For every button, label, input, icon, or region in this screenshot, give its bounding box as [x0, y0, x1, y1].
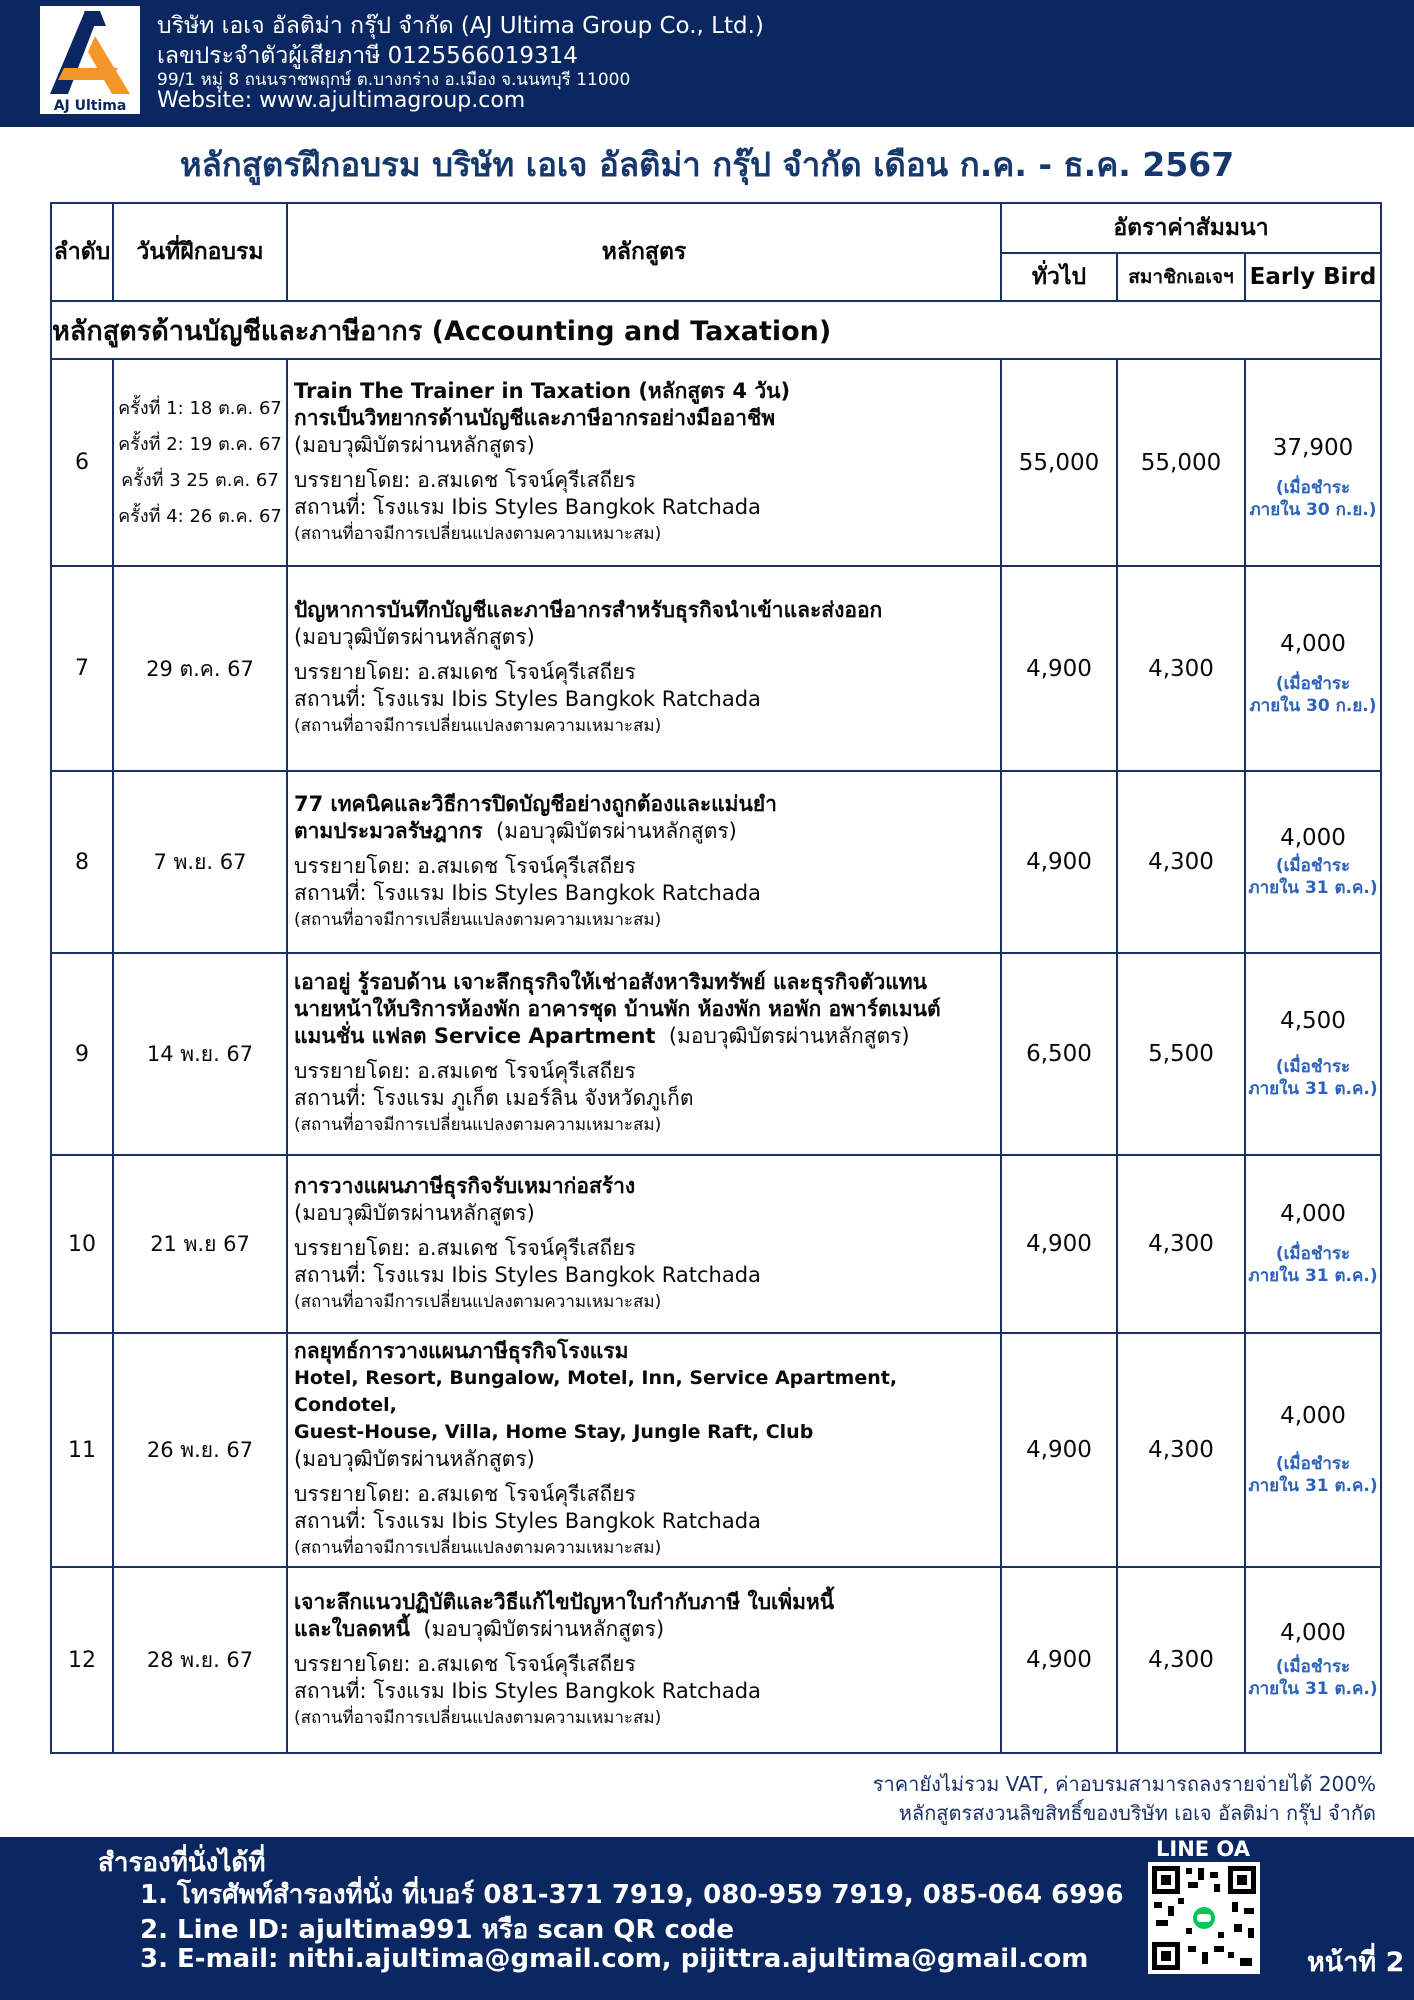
- row-course: [287, 1333, 1001, 1567]
- row-course: [287, 953, 1001, 1155]
- tax-id: เลขประจำตัวผู้เสียภาษี 0125566019314: [157, 43, 578, 69]
- certificate-note: (มอบวุฒิบัตรผ่านหลักสูตร): [294, 432, 535, 457]
- row-no: 9: [51, 953, 113, 1155]
- venue: สถานที่: โรงแรม Ibis Styles Bangkok Ratchada: [294, 880, 761, 905]
- line-qr-code[interactable]: [1148, 1862, 1260, 1974]
- early-bird-condition: [1246, 477, 1380, 521]
- speaker: บรรยายโดย: อ.สมเดช โรจน์คุรีเสถียร: [294, 660, 636, 684]
- price-general: 6,500: [1001, 953, 1117, 1155]
- table-row: [51, 1333, 1381, 1567]
- early-bird-condition-line: (เมื่อชำระ: [1275, 1057, 1351, 1077]
- email-contact[interactable]: 3. E-mail: nithi.ajultima@gmail.com, pijittra.ajultima@gmail.com: [140, 1944, 1089, 1974]
- page-number: หน้าที่ 2: [1307, 1947, 1405, 1978]
- early-bird-condition: [1246, 1243, 1380, 1287]
- early-bird-condition: [1246, 673, 1380, 717]
- company-website[interactable]: Website: www.ajultimagroup.com: [157, 88, 526, 113]
- table-row: [51, 1155, 1381, 1333]
- row-date: 28 พ.ย. 67: [113, 1567, 287, 1753]
- early-bird-condition-line: (เมื่อชำระ: [1275, 1244, 1351, 1264]
- speaker: บรรยายโดย: อ.สมเดช โรจน์คุรีเสถียร: [294, 1482, 636, 1506]
- course-title: กลยุทธ์การวางแผนภาษีธุรกิจโรงแรม: [294, 1339, 629, 1363]
- qr-code-icon: [1148, 1862, 1260, 1974]
- course-title: นายหน้าให้บริการห้องพัก อาคารชุด บ้านพัก ห้องพัก หอพัก อพาร์ตเมนต์: [294, 997, 941, 1021]
- price-early-bird: [1245, 566, 1381, 771]
- course-title: Train The Trainer in Taxation (หลักสูตร 4 วัน): [294, 378, 791, 403]
- line-contact: 2. Line ID: ajultima991 หรือ scan QR code: [140, 1915, 735, 1945]
- speaker: บรรยายโดย: อ.สมเดช โรจน์คุรีเสถียร: [294, 1235, 636, 1260]
- certificate-note: (มอบวุฒิบัตรผ่านหลักสูตร): [294, 625, 535, 649]
- early-bird-condition: [1246, 1453, 1380, 1497]
- early-bird-value: 4,500: [1280, 1008, 1346, 1034]
- line-oa-label: LINE OA: [1156, 1837, 1250, 1861]
- row-no: 10: [51, 1155, 113, 1333]
- company-address: 99/1 หมู่ 8 ถนนราชพฤกษ์ ต.บางกร่าง อ.เมือง จ.นนทบุรี 11000: [157, 70, 631, 90]
- early-bird-condition-line: ภายใน 30 ก.ย.): [1249, 499, 1377, 520]
- early-bird-value: 4,000: [1280, 1403, 1346, 1429]
- price-general: 4,900: [1001, 1155, 1117, 1333]
- session-date: ครั้งที่ 3 25 ต.ค. 67: [121, 469, 279, 491]
- price-member: 55,000: [1117, 359, 1245, 566]
- early-bird-condition-line: ภายใน 31 ต.ค.): [1248, 1679, 1378, 1699]
- certificate-note: (มอบวุฒิบัตรผ่านหลักสูตร): [496, 818, 737, 843]
- session-date: ครั้งที่ 2: 19 ต.ค. 67: [118, 433, 282, 455]
- venue-note: (สถานที่อาจมีการเปลี่ยนแปลงตามความเหมาะสม): [294, 909, 662, 930]
- header-member: สมาชิกเอเจฯ: [1117, 253, 1245, 301]
- course-title: Guest-House, Villa, Home Stay, Jungle Raft, Club: [294, 1421, 814, 1443]
- session-date: ครั้งที่ 1: 18 ต.ค. 67: [118, 397, 282, 419]
- row-course: [287, 1155, 1001, 1333]
- venue-note: (สถานที่อาจมีการเปลี่ยนแปลงตามความเหมาะสม): [294, 1115, 662, 1135]
- venue-note: (สถานที่อาจมีการเปลี่ยนแปลงตามความเหมาะสม): [294, 716, 662, 736]
- early-bird-condition: [1246, 1656, 1380, 1700]
- early-bird-condition-line: (เมื่อชำระ: [1275, 673, 1351, 694]
- logo-caption: AJ Ultima: [53, 98, 127, 114]
- price-early-bird: [1245, 1155, 1381, 1333]
- row-date: 29 ต.ค. 67: [113, 566, 287, 771]
- speaker: บรรยายโดย: อ.สมเดช โรจน์คุรีเสถียร: [294, 1651, 636, 1676]
- early-bird-condition-line: (เมื่อชำระ: [1275, 477, 1351, 498]
- price-early-bird: [1245, 1567, 1381, 1753]
- early-bird-condition-line: (เมื่อชำระ: [1275, 856, 1351, 876]
- venue: สถานที่: โรงแรม Ibis Styles Bangkok Ratchada: [294, 687, 761, 711]
- price-general: 55,000: [1001, 359, 1117, 566]
- course-title: ปัญหาการบันทึกบัญชีและภาษีอากรสำหรับธุรกิจนำเข้าและส่งออก: [294, 598, 883, 622]
- speaker: บรรยายโดย: อ.สมเดช โรจน์คุรีเสถียร: [294, 1059, 636, 1083]
- session-date: ครั้งที่ 4: 26 ต.ค. 67: [118, 505, 282, 527]
- venue: สถานที่: โรงแรม Ibis Styles Bangkok Ratchada: [294, 1262, 761, 1287]
- early-bird-condition: [1246, 855, 1380, 899]
- row-date: 26 พ.ย. 67: [113, 1333, 287, 1567]
- venue: สถานที่: โรงแรม Ibis Styles Bangkok Ratchada: [294, 1678, 761, 1703]
- row-course: [287, 566, 1001, 771]
- price-member: 4,300: [1117, 1155, 1245, 1333]
- price-early-bird: [1245, 1333, 1381, 1567]
- course-title: แมนชั่น แฟลต Service Apartment: [294, 1024, 656, 1048]
- section-title: หลักสูตรด้านบัญชีและภาษีอากร (Accounting and Taxation): [51, 301, 1381, 359]
- row-date: 7 พ.ย. 67: [113, 771, 287, 953]
- header-no: ลำดับ: [51, 203, 113, 301]
- document-title: หลักสูตรฝึกอบรม บริษัท เอเจ อัลติม่า กรุ๊ป จำกัด เดือน ก.ค. - ธ.ค. 2567: [179, 145, 1235, 184]
- venue-note: (สถานที่อาจมีการเปลี่ยนแปลงตามความเหมาะสม): [294, 1291, 662, 1312]
- copyright-note: หลักสูตรสงวนลิขสิทธิ์ของบริษัท เอเจ อัลติม่า กรุ๊ป จำกัด: [898, 1801, 1376, 1825]
- row-course: [287, 771, 1001, 953]
- phone-contact: 1. โทรศัพท์สำรองที่นั่ง ที่เบอร์ 081-371 7919, 080-959 7919, 085-064 6996: [140, 1880, 1124, 1910]
- row-date: 14 พ.ย. 67: [113, 953, 287, 1155]
- price-member: 4,300: [1117, 771, 1245, 953]
- price-general: 4,900: [1001, 1567, 1117, 1753]
- early-bird-value: 4,000: [1280, 1620, 1346, 1646]
- table-row: [51, 1567, 1381, 1753]
- row-course: [287, 1567, 1001, 1753]
- header-fee: อัตราค่าสัมมนา: [1001, 203, 1381, 253]
- early-bird-value: 37,900: [1272, 434, 1354, 461]
- price-member: 4,300: [1117, 1567, 1245, 1753]
- venue-note: (สถานที่อาจมีการเปลี่ยนแปลงตามความเหมาะสม): [294, 1707, 662, 1728]
- row-no: 7: [51, 566, 113, 771]
- table-row: [51, 566, 1381, 771]
- course-title: 77 เทคนิคและวิธีการปิดบัญชีอย่างถูกต้องและแม่นยำ: [294, 791, 777, 816]
- early-bird-condition-line: ภายใน 31 ต.ค.): [1248, 1476, 1378, 1496]
- course-title: เจาะลึกแนวปฏิบัติและวิธีแก้ไขปัญหาใบกำกับภาษี ใบเพิ่มหนี้: [294, 1589, 835, 1614]
- section-row: [51, 301, 1381, 359]
- price-general: 4,900: [1001, 566, 1117, 771]
- company-header: [0, 0, 1414, 127]
- course-title: Hotel, Resort, Bungalow, Motel, Inn, Service Apartment, Condotel,: [294, 1367, 898, 1416]
- venue: สถานที่: โรงแรม Ibis Styles Bangkok Ratchada: [294, 1509, 761, 1533]
- venue-note: (สถานที่อาจมีการเปลี่ยนแปลงตามความเหมาะสม): [294, 523, 662, 544]
- aj-ultima-logo-icon: [40, 6, 140, 96]
- early-bird-value: 4,000: [1280, 630, 1346, 657]
- price-general: 4,900: [1001, 1333, 1117, 1567]
- course-title: เอาอยู่ รู้รอบด้าน เจาะลึกธุรกิจให้เช่าอสังหาริมทรัพย์ และธุรกิจตัวแทน: [294, 970, 927, 994]
- venue: สถานที่: โรงแรม ภูเก็ต เมอร์ลิน จังหวัดภูเก็ต: [294, 1086, 694, 1110]
- early-bird-condition-line: ภายใน 30 ก.ย.): [1249, 695, 1377, 716]
- early-bird-condition: [1246, 1056, 1380, 1100]
- contact-footer: [0, 1837, 1414, 2000]
- table-row: [51, 359, 1381, 566]
- early-bird-condition-line: ภายใน 31 ต.ค.): [1248, 1079, 1378, 1099]
- header-course: หลักสูตร: [287, 203, 1001, 301]
- course-title: การวางแผนภาษีธุรกิจรับเหมาก่อสร้าง: [294, 1173, 636, 1198]
- price-member: 5,500: [1117, 953, 1245, 1155]
- early-bird-condition-line: ภายใน 31 ต.ค.): [1248, 878, 1378, 898]
- course-title: การเป็นวิทยากรด้านบัญชีและภาษีอากรอย่างมืออาชีพ: [294, 405, 776, 430]
- price-general: 4,900: [1001, 771, 1117, 953]
- price-member: 4,300: [1117, 566, 1245, 771]
- row-date: [113, 359, 287, 566]
- speaker: บรรยายโดย: อ.สมเดช โรจน์คุรีเสถียร: [294, 853, 636, 878]
- company-name: บริษัท เอเจ อัลติม่า กรุ๊ป จำกัด (AJ Ultima Group Co., Ltd.): [157, 13, 764, 39]
- course-title: ตามประมวลรัษฎากร: [294, 818, 483, 843]
- early-bird-condition-line: (เมื่อชำระ: [1275, 1454, 1351, 1474]
- early-bird-condition-line: (เมื่อชำระ: [1275, 1657, 1351, 1677]
- certificate-note: (มอบวุฒิบัตรผ่านหลักสูตร): [668, 1024, 910, 1048]
- row-no: 12: [51, 1567, 113, 1753]
- row-no: 11: [51, 1333, 113, 1567]
- table-row: [51, 953, 1381, 1155]
- header-general: ทั่วไป: [1001, 253, 1117, 301]
- venue-note: (สถานที่อาจมีการเปลี่ยนแปลงตามความเหมาะสม): [294, 1538, 662, 1558]
- venue: สถานที่: โรงแรม Ibis Styles Bangkok Ratchada: [294, 494, 761, 519]
- early-bird-value: 4,000: [1280, 825, 1346, 851]
- row-date: 21 พ.ย 67: [113, 1155, 287, 1333]
- speaker: บรรยายโดย: อ.สมเดช โรจน์คุรีเสถียร: [294, 467, 636, 492]
- certificate-note: (มอบวุฒิบัตรผ่านหลักสูตร): [423, 1616, 665, 1641]
- course-title: และใบลดหนี้: [294, 1616, 410, 1641]
- table-row: [51, 771, 1381, 953]
- vat-note: ราคายังไม่รวม VAT, ค่าอบรมสามารถลงรายจ่ายได้ 200%: [872, 1772, 1376, 1796]
- row-no: 6: [51, 359, 113, 566]
- price-early-bird: [1245, 953, 1381, 1155]
- early-bird-value: 4,000: [1280, 1201, 1346, 1227]
- early-bird-condition-line: ภายใน 31 ต.ค.): [1248, 1266, 1378, 1286]
- row-no: 8: [51, 771, 113, 953]
- header-date: วันที่ฝึกอบรม: [113, 203, 287, 301]
- header-early-bird: Early Bird: [1245, 253, 1381, 301]
- certificate-note: (มอบวุฒิบัตรผ่านหลักสูตร): [294, 1447, 535, 1471]
- company-logo: [40, 6, 140, 114]
- course-table: [50, 202, 1382, 1754]
- reserve-title: สำรองที่นั่งได้ที่: [98, 1848, 266, 1878]
- certificate-note: (มอบวุฒิบัตรผ่านหลักสูตร): [294, 1200, 535, 1225]
- price-early-bird: [1245, 359, 1381, 566]
- row-course: [287, 359, 1001, 566]
- price-early-bird: [1245, 771, 1381, 953]
- price-member: 4,300: [1117, 1333, 1245, 1567]
